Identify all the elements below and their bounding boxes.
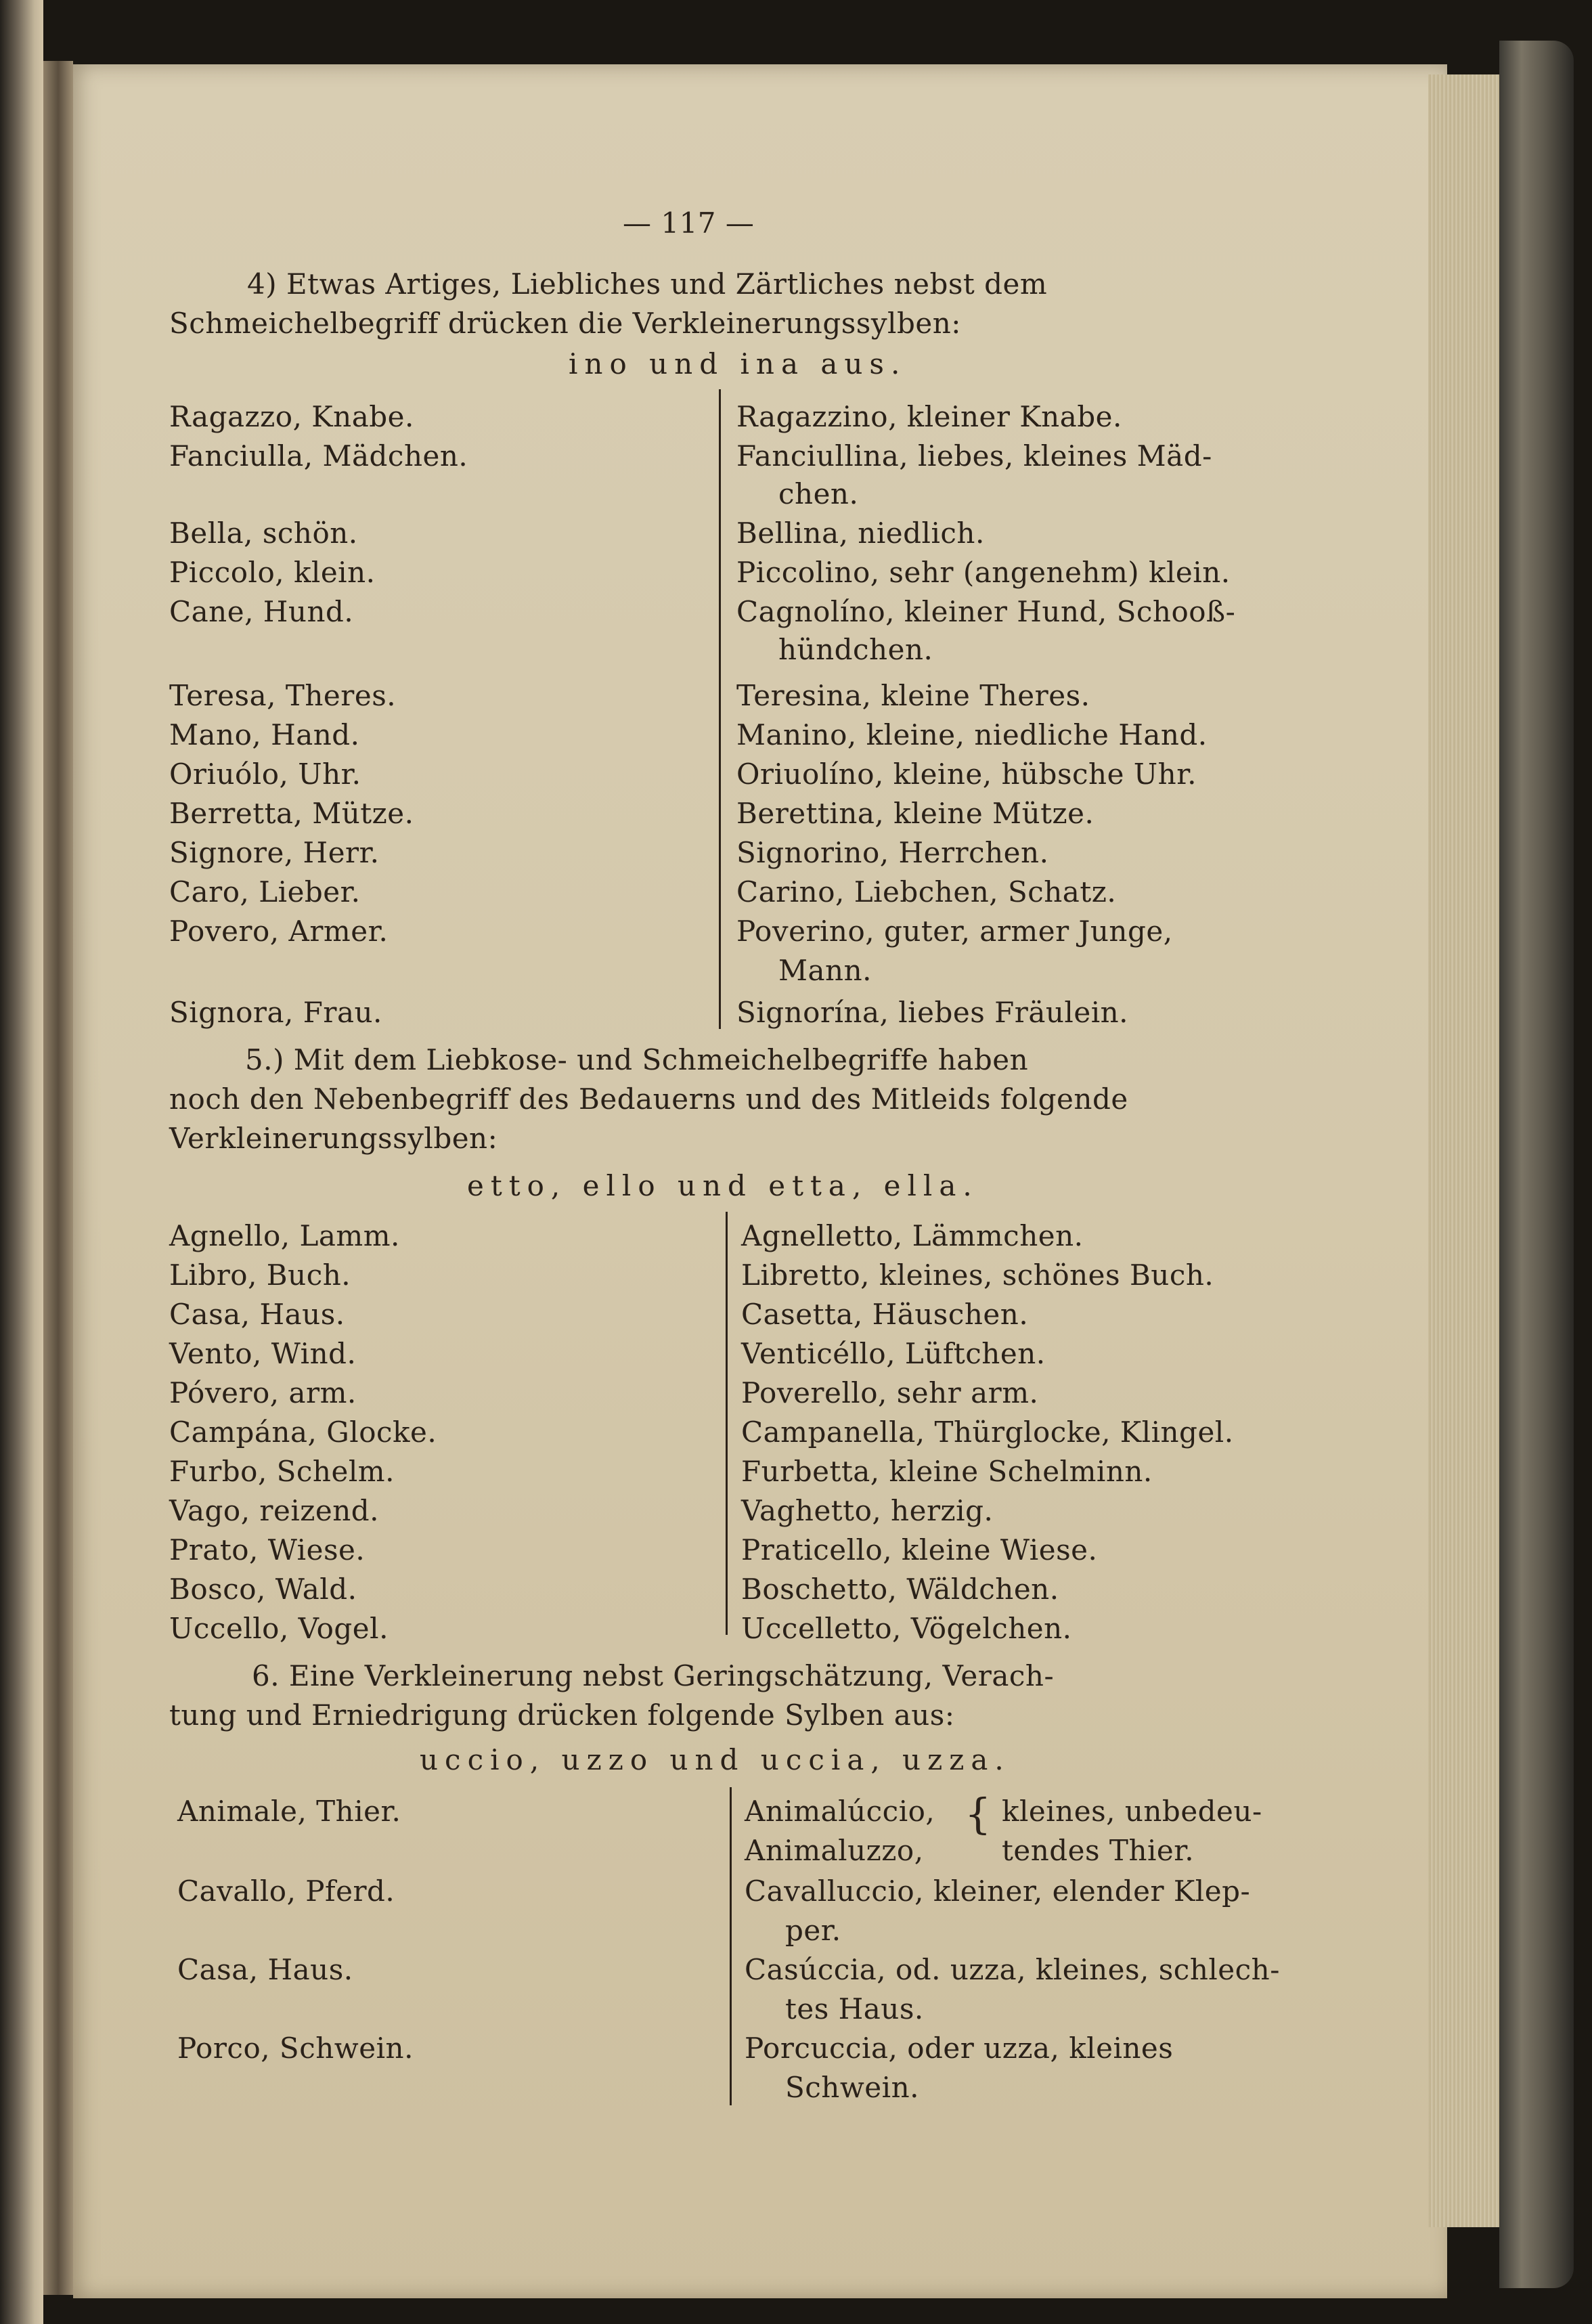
s4-base-7: Mano, Hand.: [169, 718, 360, 751]
s4-dim-8: Oriuolíno, kleine, hübsche Uhr.: [736, 758, 1197, 791]
s4-dim-1: Ragazzino, kleiner Knabe.: [736, 400, 1122, 433]
page-number: — 117 —: [623, 206, 755, 240]
s4-base-4: Piccolo, klein.: [169, 556, 376, 589]
s4-dim-12: Poverino, guter, armer Junge,: [736, 915, 1173, 948]
s6-dim-3: Casúccia, od. uzza, kleines, schlech-: [745, 1953, 1280, 1986]
s5-dim-6: Campanella, Thürglocke, Klingel.: [741, 1416, 1234, 1449]
s5-base-10: Bosco, Wald.: [169, 1573, 357, 1606]
s4-base-3: Bella, schön.: [169, 517, 358, 550]
s5-dim-8: Vaghetto, herzig.: [741, 1494, 994, 1527]
s6-base-3: Casa, Haus.: [177, 1953, 353, 1986]
s4-base-13: Signora, Frau.: [169, 996, 382, 1029]
s5-base-9: Prato, Wiese.: [169, 1533, 366, 1566]
s6-dim-2-cont: per.: [785, 1914, 841, 1947]
book-cover-edge: [1499, 41, 1574, 2288]
s4-base-8: Oriuólo, Uhr.: [169, 758, 361, 791]
section6-column-rule: [730, 1787, 732, 2105]
s4-base-11: Caro, Lieber.: [169, 875, 361, 908]
s5-dim-4: Venticéllo, Lüftchen.: [741, 1337, 1046, 1370]
section6-suffixes: uccio, uzzo und uccia, uzza.: [420, 1743, 1011, 1776]
s6-dim-2: Cavalluccio, kleiner, elender Klep-: [745, 1874, 1251, 1908]
s4-dim-4: Piccolino, sehr (angenehm) klein.: [736, 556, 1231, 589]
s4-base-1: Ragazzo, Knabe.: [169, 400, 414, 433]
section6-intro-line1: 6. Eine Verkleinerung nebst Geringschätzung, Verach-: [252, 1659, 1055, 1692]
s5-dim-3: Casetta, Häuschen.: [741, 1298, 1029, 1331]
s6-dim-4-cont: Schwein.: [785, 2071, 919, 2104]
s5-base-2: Libro, Buch.: [169, 1258, 351, 1292]
section4-intro-line1: 4) Etwas Artiges, Liebliches und Zärtliches nebst dem: [247, 267, 1048, 301]
s6-dim-1: Animalúccio,: [745, 1795, 935, 1828]
s6-note-1b: tendes Thier.: [1002, 1834, 1195, 1867]
brace-bracket: {: [965, 1789, 992, 1839]
section5-intro-line3: Verkleinerungssylben:: [169, 1122, 498, 1155]
s4-base-5: Cane, Hund.: [169, 595, 354, 628]
s5-base-1: Agnello, Lamm.: [169, 1219, 400, 1252]
s5-base-3: Casa, Haus.: [169, 1298, 345, 1331]
s4-base-12: Povero, Armer.: [169, 915, 389, 948]
s4-dim-13: Signorína, liebes Fräulein.: [736, 996, 1129, 1029]
s6-dim-3-cont: tes Haus.: [785, 1992, 924, 2025]
s5-dim-7: Furbetta, kleine Schelminn.: [741, 1455, 1153, 1488]
s6-dim-1b: Animaluzzo,: [745, 1834, 924, 1867]
s4-dim-7: Manino, kleine, niedliche Hand.: [736, 718, 1208, 751]
section5-intro-line1: 5.) Mit dem Liebkose- und Schmeichelbegriffe haben: [245, 1043, 1029, 1076]
s5-base-4: Vento, Wind.: [169, 1337, 357, 1370]
s5-dim-5: Poverello, sehr arm.: [741, 1376, 1039, 1409]
left-page-edge: [0, 0, 43, 2324]
s4-dim-10: Signorino, Herrchen.: [736, 836, 1049, 869]
section5-column-rule: [726, 1212, 728, 1635]
s6-base-2: Cavallo, Pferd.: [177, 1874, 395, 1908]
s4-base-9: Berretta, Mütze.: [169, 797, 414, 830]
s5-dim-2: Libretto, kleines, schönes Buch.: [741, 1258, 1214, 1292]
book-gutter: [43, 61, 73, 2295]
s5-base-5: Póvero, arm.: [169, 1376, 357, 1409]
s5-base-8: Vago, reizend.: [169, 1494, 380, 1527]
s4-dim-6: Teresina, kleine Theres.: [736, 679, 1090, 712]
s6-dim-4: Porcuccia, oder uzza, kleines: [745, 2032, 1174, 2065]
s5-dim-10: Boschetto, Wäldchen.: [741, 1573, 1059, 1606]
page-stack-edge: [1428, 74, 1503, 2227]
s4-base-2: Fanciulla, Mädchen.: [169, 439, 468, 473]
s5-base-7: Furbo, Schelm.: [169, 1455, 395, 1488]
section4-intro-line2: Schmeichelbegriff drücken die Verkleinerungssylben:: [169, 307, 961, 340]
section4-column-rule: [719, 389, 721, 1029]
s4-dim-12-cont: Mann.: [778, 954, 872, 987]
s5-dim-9: Praticello, kleine Wiese.: [741, 1533, 1098, 1566]
s6-base-1: Animale, Thier.: [177, 1795, 401, 1828]
s6-base-4: Porco, Schwein.: [177, 2032, 414, 2065]
s6-note-1: kleines, unbedeu-: [1002, 1795, 1262, 1828]
s4-base-10: Signore, Herr.: [169, 836, 380, 869]
s4-dim-3: Bellina, niedlich.: [736, 517, 985, 550]
s4-dim-5: Cagnolíno, kleiner Hund, Schooß-: [736, 595, 1236, 628]
s5-dim-1: Agnelletto, Lämmchen.: [741, 1219, 1084, 1252]
s4-dim-2-cont: chen.: [778, 477, 859, 510]
section5-intro-line2: noch den Nebenbegriff des Bedauerns und des Mitleids folgende: [169, 1082, 1128, 1116]
section5-suffixes: etto, ello und etta, ella.: [467, 1169, 979, 1202]
s4-base-6: Teresa, Theres.: [169, 679, 397, 712]
s4-dim-2: Fanciullina, liebes, kleines Mäd-: [736, 439, 1212, 473]
s4-dim-11: Carino, Liebchen, Schatz.: [736, 875, 1117, 908]
s4-dim-9: Berettina, kleine Mütze.: [736, 797, 1094, 830]
section6-intro-line2: tung und Erniedrigung drücken folgende Sylben aus:: [169, 1698, 955, 1732]
s5-dim-11: Uccelletto, Vögelchen.: [741, 1612, 1072, 1645]
s4-dim-5-cont: hündchen.: [778, 633, 933, 666]
section4-suffixes: ino und ina aus.: [569, 347, 907, 380]
s5-base-6: Campána, Glocke.: [169, 1416, 437, 1449]
s5-base-11: Uccello, Vogel.: [169, 1612, 389, 1645]
